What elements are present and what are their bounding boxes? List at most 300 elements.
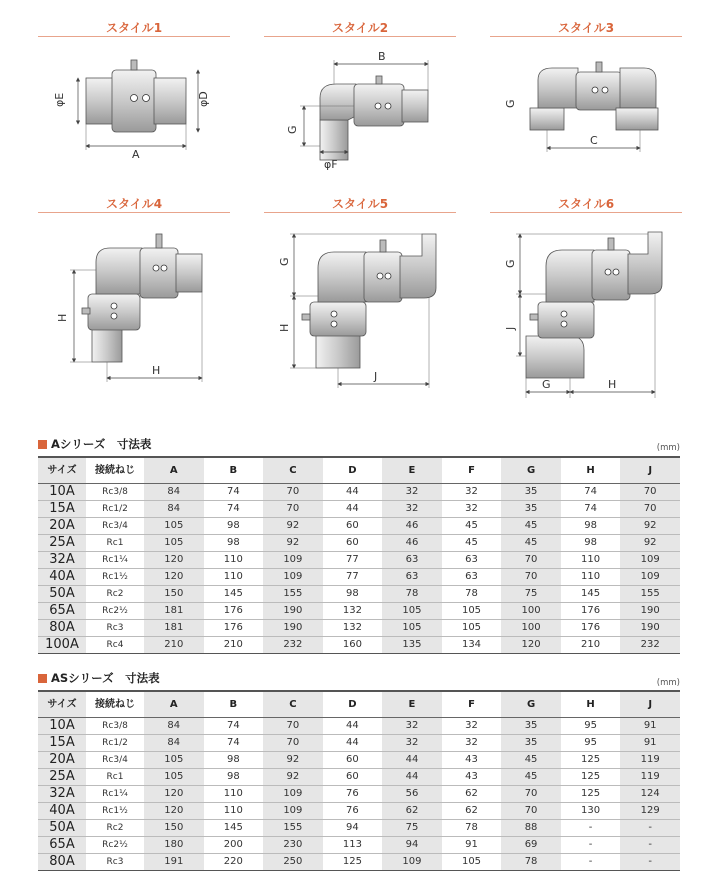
style-3-panel xyxy=(490,20,682,37)
style-3-label-c: C xyxy=(590,134,598,147)
dimension-cell: 113 xyxy=(323,837,383,854)
dimension-cell: 88 xyxy=(501,820,561,837)
size-cell: 40A xyxy=(38,569,86,586)
dimension-cell: 70 xyxy=(263,735,323,752)
style-5-label-h: H xyxy=(278,323,291,332)
style-6-label-j: J xyxy=(504,326,517,330)
thread-cell: Rc1/2 xyxy=(86,735,144,752)
dimension-cell: 75 xyxy=(382,820,442,837)
dimension-cell: 98 xyxy=(204,535,264,552)
column-header: B xyxy=(204,691,264,718)
style-3-title: スタイル3 xyxy=(557,21,615,35)
dimension-cell: 43 xyxy=(442,769,502,786)
table-row xyxy=(38,820,680,837)
dimension-cell: 84 xyxy=(144,484,204,501)
dimension-cell: 63 xyxy=(442,569,502,586)
dimension-cell: 176 xyxy=(204,603,264,620)
dimension-cell: 160 xyxy=(323,637,383,654)
dimension-cell: 109 xyxy=(263,569,323,586)
dimension-cell: 70 xyxy=(501,552,561,569)
dimension-cell: 105 xyxy=(144,769,204,786)
dimension-cell: 91 xyxy=(442,837,502,854)
style-2-diagram xyxy=(264,50,456,175)
table-row xyxy=(38,769,680,786)
dimension-cell: 210 xyxy=(144,637,204,654)
dimension-cell: 109 xyxy=(620,552,680,569)
dimension-cell: 155 xyxy=(620,586,680,603)
column-header: サイズ xyxy=(38,457,86,484)
dimension-cell: 190 xyxy=(620,603,680,620)
dimension-cell: 92 xyxy=(620,518,680,535)
heading-square-icon xyxy=(38,440,47,449)
dimension-cell: 46 xyxy=(382,535,442,552)
dimension-cell: 35 xyxy=(501,735,561,752)
dimension-cell: 45 xyxy=(501,518,561,535)
dimension-cell: 155 xyxy=(263,820,323,837)
style-6-diagram xyxy=(490,226,682,401)
dimension-cell: 120 xyxy=(501,637,561,654)
dimension-cell: - xyxy=(561,854,621,871)
dimension-cell: 105 xyxy=(442,854,502,871)
dimension-cell: 200 xyxy=(204,837,264,854)
dimension-cell: 176 xyxy=(561,620,621,637)
dimension-cell: 176 xyxy=(561,603,621,620)
dimension-cell: 45 xyxy=(442,518,502,535)
dimension-cell: 98 xyxy=(204,518,264,535)
table-header-row xyxy=(38,457,680,484)
dimension-cell: 230 xyxy=(263,837,323,854)
style-2-title: スタイル2 xyxy=(331,21,389,35)
dimension-cell: 70 xyxy=(263,718,323,735)
a-series-table xyxy=(38,456,680,654)
style-5-label-j: J xyxy=(374,370,378,383)
size-cell: 15A xyxy=(38,735,86,752)
dimension-cell: 110 xyxy=(204,569,264,586)
style-5-title: スタイル5 xyxy=(331,197,389,211)
a-series-title: Aシリーズ 寸法表 xyxy=(51,437,152,451)
dimension-cell: 98 xyxy=(561,535,621,552)
style-6-rule xyxy=(490,212,682,213)
table-row xyxy=(38,803,680,820)
column-header: C xyxy=(263,457,323,484)
dimension-cell: 62 xyxy=(442,803,502,820)
dimension-cell: 78 xyxy=(442,820,502,837)
dimension-cell: 32 xyxy=(442,735,502,752)
dimension-cell: 180 xyxy=(144,837,204,854)
thread-cell: Rc1 xyxy=(86,769,144,786)
dimension-cell: 74 xyxy=(561,484,621,501)
dimension-cell: 124 xyxy=(620,786,680,803)
dimension-cell: 125 xyxy=(561,786,621,803)
dimension-cell: 132 xyxy=(323,603,383,620)
dimension-cell: 190 xyxy=(263,620,323,637)
dimension-cell: 45 xyxy=(501,752,561,769)
style-4-diagram xyxy=(38,226,230,386)
size-cell: 65A xyxy=(38,603,86,620)
dimension-cell: 120 xyxy=(144,552,204,569)
size-cell: 25A xyxy=(38,769,86,786)
dimension-cell: 110 xyxy=(204,786,264,803)
dimension-cell: 32 xyxy=(442,484,502,501)
dimension-cell: 132 xyxy=(323,620,383,637)
dimension-cell: 74 xyxy=(204,484,264,501)
dimension-cell: 130 xyxy=(561,803,621,820)
dimension-cell: 95 xyxy=(561,735,621,752)
dimension-cell: 181 xyxy=(144,620,204,637)
style-2-panel xyxy=(264,20,456,37)
table-row xyxy=(38,637,680,654)
dimension-cell: 62 xyxy=(442,786,502,803)
column-header: A xyxy=(144,457,204,484)
column-header: J xyxy=(620,457,680,484)
dimension-cell: 74 xyxy=(204,735,264,752)
table-row xyxy=(38,484,680,501)
column-header: A xyxy=(144,691,204,718)
column-header: C xyxy=(263,691,323,718)
dimension-cell: 95 xyxy=(561,718,621,735)
table-header-row xyxy=(38,691,680,718)
dimension-cell: 44 xyxy=(323,735,383,752)
dimension-cell: - xyxy=(620,837,680,854)
dimension-cell: 35 xyxy=(501,484,561,501)
dimension-cell: 150 xyxy=(144,586,204,603)
dimension-cell: 32 xyxy=(382,501,442,518)
thread-cell: Rc3/8 xyxy=(86,484,144,501)
style-4-panel xyxy=(38,196,230,213)
column-header: 接続ねじ xyxy=(86,691,144,718)
dimension-cell: 76 xyxy=(323,803,383,820)
dimension-cell: 92 xyxy=(263,752,323,769)
dimension-cell: 84 xyxy=(144,735,204,752)
size-cell: 10A xyxy=(38,718,86,735)
dimension-cell: 45 xyxy=(501,535,561,552)
dimension-cell: 74 xyxy=(204,501,264,518)
thread-cell: Rc2 xyxy=(86,820,144,837)
size-cell: 50A xyxy=(38,586,86,603)
dimension-cell: 75 xyxy=(501,586,561,603)
dimension-cell: 60 xyxy=(323,752,383,769)
dimension-cell: 105 xyxy=(144,535,204,552)
dimension-cell: 84 xyxy=(144,718,204,735)
dimension-cell: 32 xyxy=(442,718,502,735)
dimension-cell: 63 xyxy=(382,569,442,586)
dimension-cell: 77 xyxy=(323,552,383,569)
dimension-cell: 210 xyxy=(204,637,264,654)
dimension-cell: 35 xyxy=(501,501,561,518)
style-6-label-g-left: G xyxy=(504,259,517,268)
dimension-cell: 109 xyxy=(263,803,323,820)
column-header: E xyxy=(382,691,442,718)
dimension-cell: 145 xyxy=(204,820,264,837)
dimension-cell: 76 xyxy=(323,786,383,803)
size-cell: 80A xyxy=(38,854,86,871)
style-2-rule xyxy=(264,36,456,37)
column-header: サイズ xyxy=(38,691,86,718)
dimension-cell: 125 xyxy=(561,752,621,769)
dimension-cell: 232 xyxy=(620,637,680,654)
style-5-rule xyxy=(264,212,456,213)
size-cell: 80A xyxy=(38,620,86,637)
dimension-cell: 44 xyxy=(323,484,383,501)
dimension-cell: 100 xyxy=(501,620,561,637)
dimension-cell: 190 xyxy=(263,603,323,620)
style-6-label-h: H xyxy=(608,378,617,391)
dimension-cell: 44 xyxy=(323,501,383,518)
size-cell: 100A xyxy=(38,637,86,654)
table-row xyxy=(38,735,680,752)
size-cell: 32A xyxy=(38,786,86,803)
dimension-cell: 191 xyxy=(144,854,204,871)
thread-cell: Rc1¼ xyxy=(86,786,144,803)
style-1-label-d: φD xyxy=(197,91,210,107)
dimension-cell: 100 xyxy=(501,603,561,620)
table-row xyxy=(38,586,680,603)
dimension-cell: 92 xyxy=(263,535,323,552)
style-1-panel xyxy=(38,20,230,37)
style-4-title: スタイル4 xyxy=(105,197,163,211)
dimension-cell: 220 xyxy=(204,854,264,871)
dimension-cell: 92 xyxy=(263,518,323,535)
dimension-cell: 70 xyxy=(620,501,680,518)
dimension-cell: 120 xyxy=(144,569,204,586)
dimension-cell: 129 xyxy=(620,803,680,820)
column-header: D xyxy=(323,457,383,484)
thread-cell: Rc3/4 xyxy=(86,518,144,535)
dimension-cell: 105 xyxy=(442,620,502,637)
style-5-panel xyxy=(264,196,456,213)
dimension-cell: 105 xyxy=(144,752,204,769)
dimension-cell: 105 xyxy=(382,620,442,637)
column-header: J xyxy=(620,691,680,718)
dimension-cell: - xyxy=(620,820,680,837)
a-series-heading xyxy=(38,436,151,452)
thread-cell: Rc1¼ xyxy=(86,552,144,569)
table-row xyxy=(38,569,680,586)
style-3-rule xyxy=(490,36,682,37)
dimension-cell: 155 xyxy=(263,586,323,603)
dimension-cell: 62 xyxy=(382,803,442,820)
table-row xyxy=(38,718,680,735)
size-cell: 15A xyxy=(38,501,86,518)
dimension-cell: 120 xyxy=(144,786,204,803)
dimension-cell: 98 xyxy=(323,586,383,603)
thread-cell: Rc2 xyxy=(86,586,144,603)
table-row xyxy=(38,786,680,803)
dimension-cell: 92 xyxy=(620,535,680,552)
table-row xyxy=(38,854,680,871)
dimension-cell: 125 xyxy=(561,769,621,786)
dimension-cell: 44 xyxy=(382,769,442,786)
style-4-label-h-left: H xyxy=(56,313,69,322)
dimension-cell: 125 xyxy=(323,854,383,871)
dimension-cell: 110 xyxy=(204,552,264,569)
column-header: G xyxy=(501,457,561,484)
dimension-cell: 60 xyxy=(323,518,383,535)
column-header: D xyxy=(323,691,383,718)
thread-cell: Rc4 xyxy=(86,637,144,654)
dimension-cell: 91 xyxy=(620,718,680,735)
dimension-cell: 70 xyxy=(263,501,323,518)
size-cell: 20A xyxy=(38,752,86,769)
column-header: F xyxy=(442,691,502,718)
thread-cell: Rc3 xyxy=(86,620,144,637)
dimension-cell: 109 xyxy=(620,569,680,586)
dimension-cell: 84 xyxy=(144,501,204,518)
dimension-cell: - xyxy=(561,837,621,854)
dimension-cell: 63 xyxy=(442,552,502,569)
dimension-cell: 135 xyxy=(382,637,442,654)
dimension-cell: 32 xyxy=(382,735,442,752)
dimension-cell: - xyxy=(561,820,621,837)
dimension-cell: 70 xyxy=(501,569,561,586)
dimension-cell: 119 xyxy=(620,769,680,786)
style-5-label-g: G xyxy=(278,257,291,266)
style-2-label-g: G xyxy=(286,125,299,134)
dimension-cell: 94 xyxy=(323,820,383,837)
dimension-cell: 232 xyxy=(263,637,323,654)
dimension-cell: 109 xyxy=(382,854,442,871)
dimension-cell: 44 xyxy=(382,752,442,769)
dimension-cell: 92 xyxy=(263,769,323,786)
table-row xyxy=(38,501,680,518)
dimension-cell: 32 xyxy=(382,718,442,735)
style-6-title: スタイル6 xyxy=(557,197,615,211)
column-header: G xyxy=(501,691,561,718)
dimension-cell: 78 xyxy=(501,854,561,871)
style-6-panel xyxy=(490,196,682,213)
dimension-cell: 109 xyxy=(263,786,323,803)
dimension-cell: 32 xyxy=(382,484,442,501)
dimension-cell: 190 xyxy=(620,620,680,637)
style-3-label-g: G xyxy=(504,99,517,108)
style-4-label-h-bottom: H xyxy=(152,364,161,377)
dimension-cell: 60 xyxy=(323,535,383,552)
style-2-label-b: B xyxy=(378,50,386,63)
size-cell: 20A xyxy=(38,518,86,535)
dimension-cell: 181 xyxy=(144,603,204,620)
dimension-cell: 105 xyxy=(144,518,204,535)
dimension-cell: 120 xyxy=(144,803,204,820)
dimension-cell: 46 xyxy=(382,518,442,535)
thread-cell: Rc1/2 xyxy=(86,501,144,518)
dimension-cell: 74 xyxy=(204,718,264,735)
style-1-title: スタイル1 xyxy=(105,21,163,35)
dimension-cell: 45 xyxy=(442,535,502,552)
dimension-cell: 110 xyxy=(561,552,621,569)
as-series-heading xyxy=(38,670,160,686)
dimension-cell: 91 xyxy=(620,735,680,752)
dimension-cell: 145 xyxy=(561,586,621,603)
thread-cell: Rc3/4 xyxy=(86,752,144,769)
a-series-unit: (mm) xyxy=(656,443,680,453)
style-6-label-g-bottom: G xyxy=(542,378,551,391)
dimension-cell: 94 xyxy=(382,837,442,854)
as-series-title: ASシリーズ 寸法表 xyxy=(51,671,160,685)
dimension-cell: 78 xyxy=(442,586,502,603)
dimension-cell: 98 xyxy=(204,769,264,786)
dimension-cell: 32 xyxy=(442,501,502,518)
dimension-cell: 70 xyxy=(501,786,561,803)
style-1-diagram xyxy=(38,50,230,160)
thread-cell: Rc3/8 xyxy=(86,718,144,735)
style-1-rule xyxy=(38,36,230,37)
as-series-unit: (mm) xyxy=(656,678,680,688)
dimension-cell: 98 xyxy=(561,518,621,535)
dimension-cell: 77 xyxy=(323,569,383,586)
thread-cell: Rc2½ xyxy=(86,837,144,854)
column-header: E xyxy=(382,457,442,484)
dimension-cell: 119 xyxy=(620,752,680,769)
dimension-cell: 250 xyxy=(263,854,323,871)
size-cell: 10A xyxy=(38,484,86,501)
dimension-cell: 110 xyxy=(561,569,621,586)
dimension-cell: 43 xyxy=(442,752,502,769)
dimension-cell: 134 xyxy=(442,637,502,654)
dimension-cell: 56 xyxy=(382,786,442,803)
dimension-cell: 105 xyxy=(442,603,502,620)
dimension-cell: 69 xyxy=(501,837,561,854)
size-cell: 50A xyxy=(38,820,86,837)
dimension-cell: 109 xyxy=(263,552,323,569)
dimension-cell: 145 xyxy=(204,586,264,603)
table-row xyxy=(38,620,680,637)
table-row xyxy=(38,518,680,535)
size-cell: 40A xyxy=(38,803,86,820)
size-cell: 32A xyxy=(38,552,86,569)
style-5-diagram xyxy=(264,226,456,391)
dimension-cell: 150 xyxy=(144,820,204,837)
dimension-cell: 70 xyxy=(620,484,680,501)
style-4-rule xyxy=(38,212,230,213)
size-cell: 65A xyxy=(38,837,86,854)
table-row xyxy=(38,752,680,769)
thread-cell: Rc2½ xyxy=(86,603,144,620)
column-header: B xyxy=(204,457,264,484)
dimension-cell: 78 xyxy=(382,586,442,603)
dimension-cell: 176 xyxy=(204,620,264,637)
style-1-label-a: A xyxy=(132,148,140,161)
table-row xyxy=(38,552,680,569)
thread-cell: Rc1½ xyxy=(86,569,144,586)
thread-cell: Rc3 xyxy=(86,854,144,871)
table-row xyxy=(38,603,680,620)
table-row xyxy=(38,535,680,552)
dimension-cell: 98 xyxy=(204,752,264,769)
thread-cell: Rc1½ xyxy=(86,803,144,820)
column-header: 接続ねじ xyxy=(86,457,144,484)
as-series-table xyxy=(38,690,680,871)
dimension-cell: 45 xyxy=(501,769,561,786)
dimension-cell: 60 xyxy=(323,769,383,786)
table-row xyxy=(38,837,680,854)
style-2-label-f: φF xyxy=(324,158,338,171)
dimension-cell: 210 xyxy=(561,637,621,654)
column-header: F xyxy=(442,457,502,484)
heading-square-icon xyxy=(38,674,47,683)
style-3-diagram xyxy=(490,50,682,160)
style-1-label-e: φE xyxy=(53,92,66,107)
dimension-cell: 35 xyxy=(501,718,561,735)
column-header: H xyxy=(561,457,621,484)
dimension-cell: 110 xyxy=(204,803,264,820)
dimension-cell: 70 xyxy=(263,484,323,501)
dimension-cell: 63 xyxy=(382,552,442,569)
column-header: H xyxy=(561,691,621,718)
thread-cell: Rc1 xyxy=(86,535,144,552)
size-cell: 25A xyxy=(38,535,86,552)
dimension-cell: 70 xyxy=(501,803,561,820)
dimension-cell: - xyxy=(620,854,680,871)
